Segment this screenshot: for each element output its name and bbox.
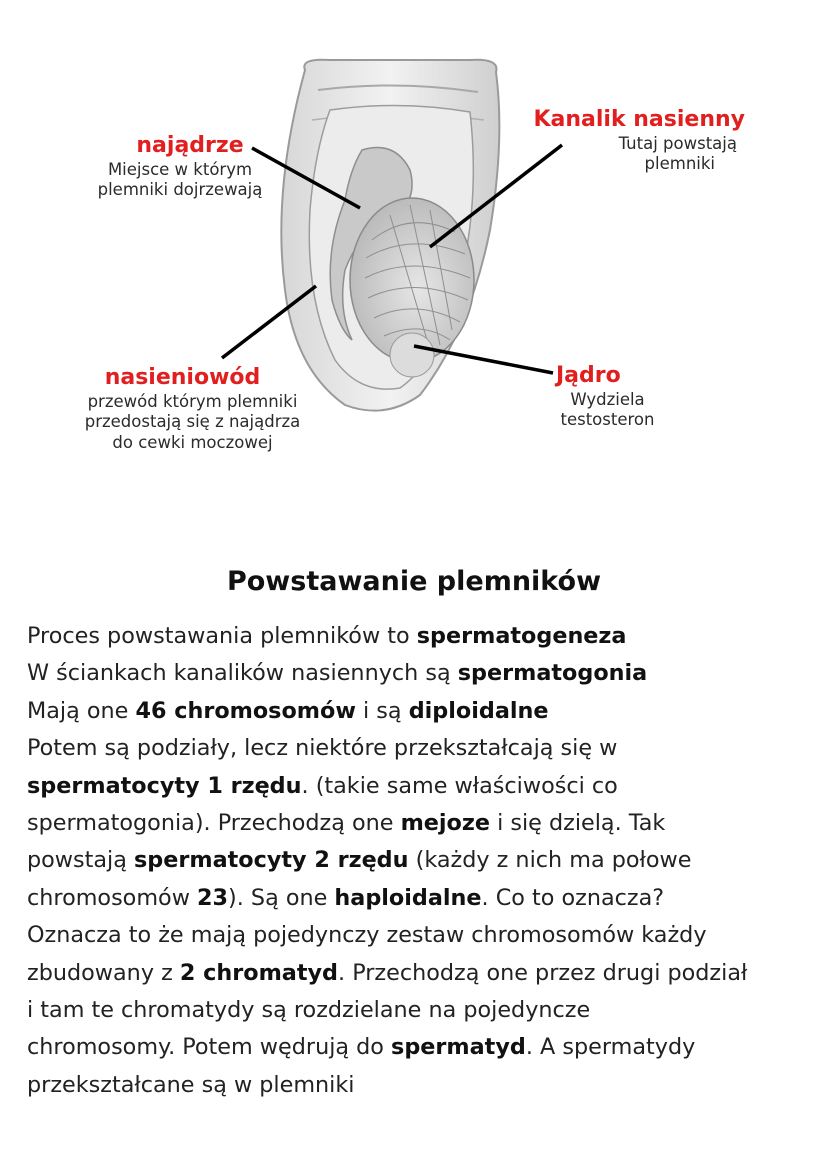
- body-text-segment: Potem są podziały, lecz niektóre przekształcają się w: [27, 735, 618, 762]
- label-jadro-desc-2: testosteron: [560, 410, 655, 430]
- body-bold-term: mejoze: [400, 810, 490, 837]
- label-nasieniowod-desc-2: przedostają się z najądrza: [84, 412, 301, 432]
- body-line: [27, 880, 827, 917]
- body-line: [27, 917, 827, 954]
- body-text-segment: W ściankach kanalików nasiennych są: [27, 660, 458, 687]
- label-kanalik-title: Kanalik nasienny: [533, 107, 745, 132]
- label-kanalik-desc-1: Tutaj powstają: [618, 133, 737, 153]
- label-nasieniowod: [60, 364, 325, 453]
- body-bold-term: 46 chromosomów: [135, 697, 356, 724]
- body-paragraph: [27, 618, 827, 1104]
- label-nasieniowod-desc-1: przewód którym plemniki: [87, 391, 298, 411]
- body-line: [27, 655, 827, 692]
- body-text-segment: i są: [355, 697, 409, 724]
- body-text-segment: . A spermatydy: [525, 1034, 696, 1061]
- body-text-segment: . (takie same właściwości co: [301, 772, 618, 799]
- label-kanalik-desc-2: plemniki: [644, 154, 715, 174]
- label-najadrze-desc-2: plemniki dojrzewają: [97, 180, 263, 200]
- body-bold-term: 2 chromatyd: [179, 959, 339, 986]
- body-line: [27, 842, 827, 879]
- body-bold-term: spermatocyty 1 rzędu: [27, 772, 302, 799]
- body-bold-term: spermatogonia: [457, 660, 648, 687]
- body-text-segment: przekształcane są w plemniki: [27, 1071, 355, 1098]
- label-jadro: [540, 362, 675, 431]
- body-bold-term: diploidalne: [408, 697, 549, 724]
- body-text-segment: . Przechodzą one przez drugi podział: [338, 959, 748, 986]
- body-line: [27, 1029, 827, 1066]
- body-line: [27, 955, 827, 992]
- body-line: [27, 618, 827, 655]
- body-bold-term: spermatocyty 2 rzędu: [134, 847, 409, 874]
- body-line: [27, 992, 827, 1029]
- label-nasieniowod-desc-3: do cewki moczowej: [112, 432, 273, 452]
- label-najadrze-title: najądrze: [136, 133, 244, 158]
- body-text-segment: Proces powstawania plemników to: [27, 623, 417, 649]
- body-text-segment: i się dzielą. Tak: [489, 810, 666, 837]
- body-bold-term: 23: [197, 884, 229, 911]
- body-bold-term: spermatogeneza: [416, 623, 627, 649]
- section-title: Powstawanie plemników: [226, 566, 602, 597]
- body-text-segment: . Co to oznacza?: [481, 884, 665, 911]
- label-najadrze: [75, 132, 285, 201]
- body-text-segment: i tam te chromatydy są rozdzielane na pojedyncze: [27, 997, 591, 1024]
- body-text-segment: (każdy z nich ma połowe: [408, 847, 692, 874]
- label-nasieniowod-title: nasieniowód: [104, 365, 261, 390]
- body-line: [27, 805, 827, 842]
- body-text-segment: chromosomy. Potem wędrują do: [27, 1034, 392, 1061]
- body-text-segment: ). Są one: [228, 884, 335, 911]
- body-line: [27, 1067, 827, 1104]
- body-bold-term: spermatyd: [391, 1034, 526, 1061]
- label-jadro-desc-1: Wydziela: [570, 389, 645, 409]
- body-text-segment: Mają one: [27, 697, 136, 724]
- label-jadro-title: Jądro: [556, 363, 621, 388]
- body-text-segment: Oznacza to że mają pojedynczy zestaw chromosomów każdy: [27, 922, 707, 949]
- body-line: [27, 730, 827, 767]
- body-text-segment: powstają: [27, 847, 134, 874]
- body-bold-term: haploidalne: [334, 884, 482, 911]
- body-text-segment: zbudowany z: [27, 959, 180, 986]
- label-kanalik: [515, 106, 745, 175]
- body-text-segment: spermatogonia). Przechodzą one: [27, 810, 401, 837]
- label-najadrze-desc-1: Miejsce w którym: [107, 159, 253, 179]
- body-text-segment: chromosomów: [27, 884, 198, 911]
- body-line: [27, 768, 827, 805]
- body-line: [27, 693, 827, 730]
- anatomy-diagram: [0, 0, 828, 520]
